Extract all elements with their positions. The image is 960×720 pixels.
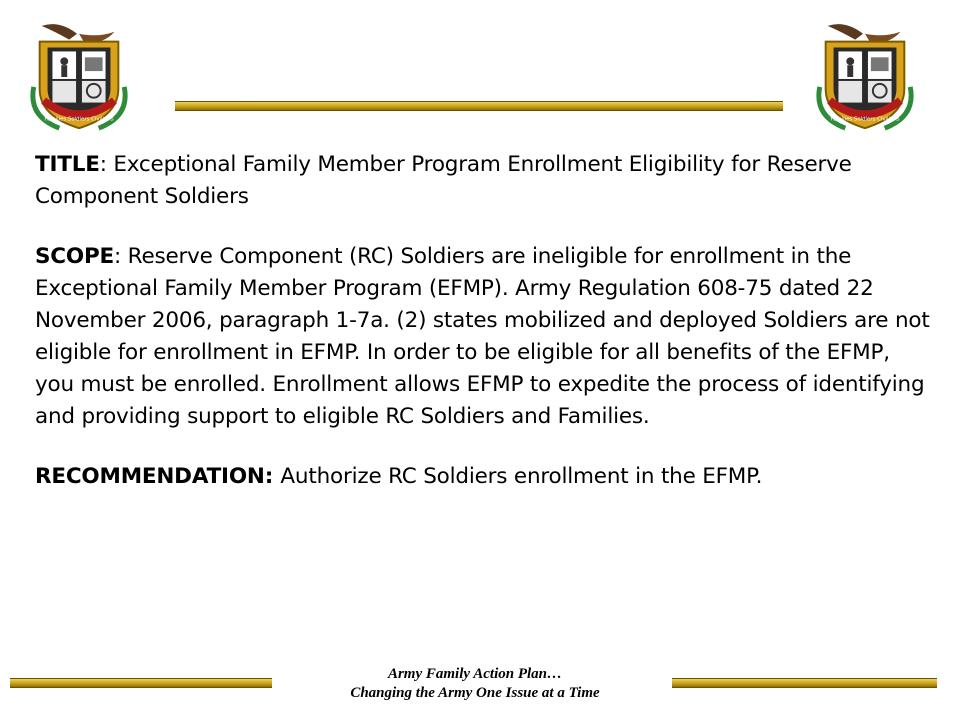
title-label: TITLE — [35, 152, 100, 177]
footer-tagline — [290, 665, 660, 703]
recommendation-paragraph — [35, 461, 935, 493]
crest-motto: Families Soldiers Civilians — [830, 116, 900, 123]
recommendation-text: Authorize RC Soldiers enrollment in the EFMP. — [280, 464, 763, 489]
title-text: : Exceptional Family Member Program Enrollment Eligibility for Reserve Component Soldiers — [35, 152, 852, 209]
afap-crest-logo-left — [20, 18, 138, 136]
footer-divider-left — [10, 678, 272, 688]
crest-motto: Families Soldiers Civilians — [44, 116, 114, 123]
slide-body — [35, 149, 935, 521]
recommendation-label: RECOMMENDATION: — [35, 464, 281, 489]
title-paragraph — [35, 149, 935, 213]
footer-line-1: Army Family Action Plan… — [387, 666, 563, 682]
afap-crest-logo-right — [806, 18, 924, 136]
footer-line-2: Changing the Army One Issue at a Time — [350, 685, 600, 701]
header-divider-bar — [175, 101, 783, 111]
footer-divider-right — [672, 678, 937, 688]
scope-text: : Reserve Component (RC) Soldiers are ineligible for enrollment in the Exceptional Family Member Program (EFMP). Army Regulation 608-75 dated 22 November 2006, paragraph 1-7a. (2) states mobilized and deployed Soldiers are not eligible for enrollment in EFMP. In order to be eligible for all benefits of the EFMP, you must be enrolled. Enrollment allows EFMP to expedite the process of identifying and providing support to eligible RC Soldiers and Families. — [35, 244, 930, 429]
scope-label: SCOPE — [35, 244, 114, 269]
scope-paragraph — [35, 241, 935, 433]
